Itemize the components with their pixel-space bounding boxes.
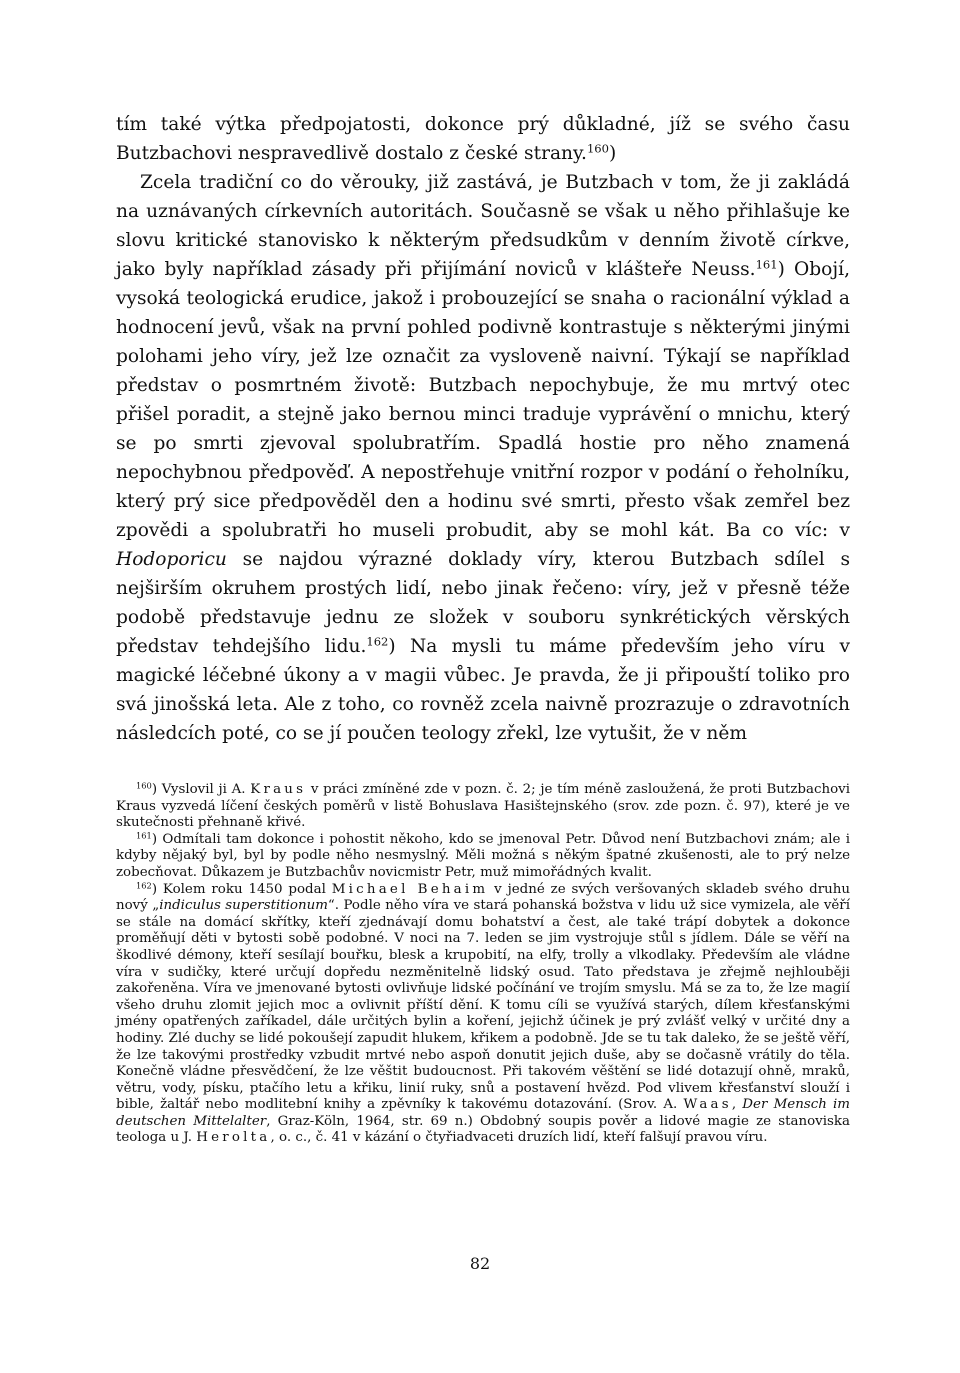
paragraph-2-text-c: se najdou výrazné doklady víry, kterou Butzbach sdílel s nejširším okruhem prostých lidí, nebo jinak řečeno: víry, jež v přesně téže podobě představuje jednu ze složek v souboru synkrétických věrských představ tehdejšího lidu.: [116, 549, 850, 657]
paragraph-2-text-d: ) Na mysli tu máme především jeho víru v magické léčebné úkony a v magii vůbec. Je pravda, že ji připouští toliko pro svá jinošská leta. Ale z toho, co rovněž zcela naivně prozrazuje o zdravotních následcích poté, co se jí poučen teology zřekl, lze vytušit, že v něm: [116, 636, 850, 744]
footnote-ref-161[interactable]: 161: [755, 257, 778, 272]
paragraph-2-text-b: ) Obojí, vysoká teologická erudice, jakož i probouzející se snaha o racionální výklad a hodnocení jevů, však na první pohled podivně kontrastuje s některými jinými polohami jeho víry, jež lze označit za vysloveně naivní. Týkají se například představ o posmrtném životě: Butzbach nepochybuje, že mu mrtvý otec přišel poradit, a stejně jako bernou minci traduje vyprávění o mnichu, který se po smrti zjevoval spolubratřím. Spadlá hostie pro něho znamená nepochybnou předpověď. A nepostřehuje vnitřní rozpor v podání o řeholníku, který prý sice předpověděl den a hodinu své smrti, přesto však zemřel bez zpovědi a spolubratři ho museli probudit, aby se mohl kát. Ba co víc: v: [116, 259, 850, 541]
main-text: [116, 110, 850, 748]
author-name-spaced: Waas: [683, 1097, 732, 1113]
footnote-160: [116, 782, 850, 832]
footnote-text: ) Odmítali tam dokonce i pohostit někoho, kdo se jmenoval Petr. Důvod není Butzbachovi znám; ale i kdyby nějaký byl, byl by podle něho nesmyslný. Měli možná s někým špatné zkušenosti, ale to prý nelze zobecňovat. Důkazem je Butzbachův novicmistr Petr, muž mimořádných kvalit.: [116, 831, 850, 880]
footnotes: [116, 782, 850, 1147]
footnote-text: v jedné ze svých veršovaných skladeb svého druhu nový „: [116, 881, 850, 914]
paragraph-1: [116, 110, 850, 168]
footnote-161: [116, 832, 850, 882]
footnote-text: , Graz-Köln, 1964, str. 69 n.) Obdobný soupis pověr a lidové magie ze stanoviska teologa u J.: [116, 1113, 850, 1146]
footnote-text: “. Podle něho víra ve stará pohanská božstva v lidu už sice vymizela, ale věří se stále na domácí skřítky, kteří zjednávají domu bohatství a čest, ale také trápí dobytek a dokonce proměňují děti v bytosti sobě podobné. V noci na 7. leden se jim vystrojuje stůl s jídlem. Dále se věří na škodlivé démony, kteří sesílají bouřku, blesk a krupobití, na elfy, trolly a vlkodlaky. Především ale vládne víra v sudičky, které určují dopředu nezměnitelně lidský osud. Tato představa je zřejmě nejhlouběji zakořeněna. Víra ve jmenované bytosti ovlivňuje lidské počínání ve trojím smyslu. Má se za to, že lze magií všeho druhu zlomit jejich moc a ovlivnit příští dění. K tomu cíli se využívá starých, dílem křesťanskými jmény opatřených zaříkadel, dále určitých bylin a koření, jejichž účinek je prý zvlášť velký v určité dny a hodiny. Zlé duchy se lidé pokoušejí zapudit hlukem, křikem a podobně. Jde se tu tak daleko, že se ještě věří, že lze takovými prostředky vzbudit mrtvé nebo aspoň donutit jejich duše, aby se dočasně vrátily do těla. Konečně vládne přesvědčení, že lze věštit budoucnost. Při takovém věštění se lidé dotazují ohně, mraků, větru, vody, písku, ptačího letu a křiku, linií ruky, snů a postavení hvězd. Pod vlivem křesťanství slouží i bible, žaltář nebo modlitební knihy a zpěvníky k takovému dotazování. (Srov. A.: [116, 898, 850, 1113]
author-name-spaced: Kraus: [250, 782, 307, 797]
footnote-number: 162: [136, 880, 152, 890]
footnote-ref-160[interactable]: 160: [586, 141, 609, 156]
footnote-162: [116, 882, 850, 1148]
footnote-text: , o. c., č. 41 v kázání o čtyřiadvaceti druzích lidí, kteří falšují pravou víru.: [270, 1130, 768, 1146]
paren: ): [608, 143, 617, 164]
work-title-hodoporicon: Hodoporicu: [116, 549, 227, 570]
paragraph-2-text-a: Zcela tradiční co do věrouky, již zastává, je Butzbach v tom, že ji zakládá na uznávaných církevních autoritách. Současně se však u něho přihlašuje ke slovu kritické stanovisko k některým předsudkům v denním životě církve, jako byly například zásady při přijímání noviců v klášteře Neuss.: [116, 172, 850, 280]
work-title-italic: Der Mensch im deutschen Mittelalter: [116, 1097, 851, 1129]
footnote-ref-162[interactable]: 162: [366, 634, 389, 649]
page-number: 82: [469, 1254, 491, 1273]
paragraph-1-text: tím také výtka předpojatosti, dokonce prý důkladné, jíž se svého času Butzbachovi nespravedlivě dostalo z české strany.: [116, 114, 850, 164]
paragraph-2: [116, 168, 850, 748]
footnote-number: 160: [136, 780, 152, 791]
footnote-text: v práci zmíněné zde v pozn. č. 2; je tím méně zasloužená, že proti Butzbachovi Kraus vyzvedá líčení českých poměrů v listě Bohuslava Hasištejnského (srov. zde pozn. č. 97), které je ve skutečnosti přehnaně křivé.: [116, 782, 850, 831]
footnote-text: ) Kolem roku 1450 podal: [151, 881, 332, 897]
footnote-text: ) Vyslovil ji A.: [151, 782, 251, 797]
work-title-italic: indiculus superstitionum: [159, 898, 328, 914]
page-body: [116, 110, 850, 1147]
author-name-spaced: Michael Behaim: [331, 881, 489, 897]
author-name-spaced: Herolta: [196, 1130, 271, 1146]
footnote-number: 161: [136, 830, 152, 841]
footnote-text: ,: [731, 1097, 743, 1113]
